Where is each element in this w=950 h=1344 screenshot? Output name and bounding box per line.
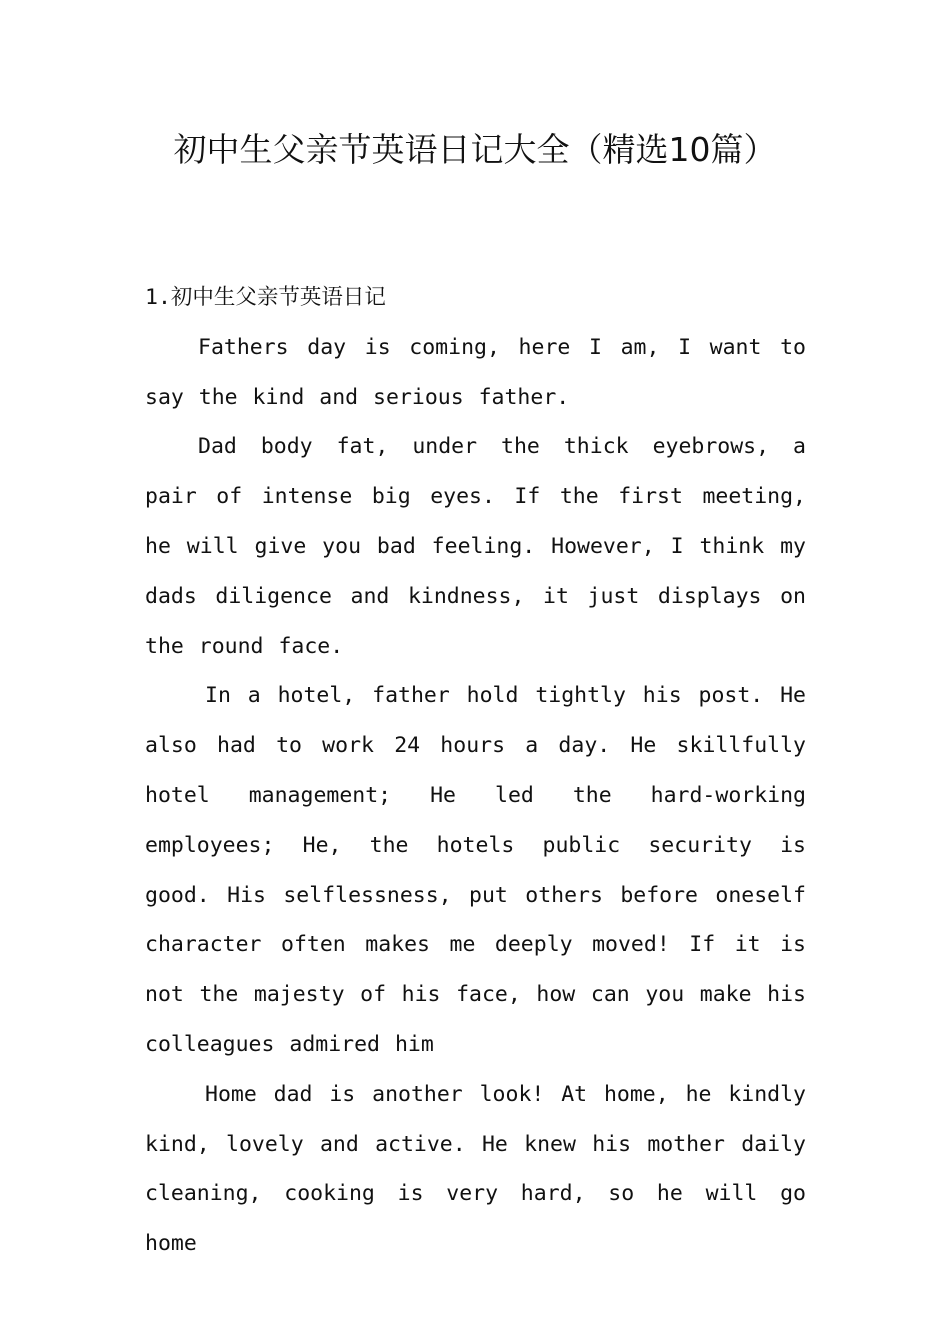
document-body <box>145 273 806 1269</box>
document-title: 初中生父亲节英语日记大全（精选10篇） <box>173 130 777 169</box>
paragraph: Fathers day is coming, here I am, I want to say the kind and serious father. <box>145 334 806 410</box>
paragraph: In a hotel, father hold tightly his post. He also had to work 24 hours a day. He skillfully hotel management; He led the hard-working employees; He, the hotels public security is good. His selflessness, put others before oneself character often makes me deeply moved! If it is not the majesty of his face, how can you make his colleagues admired him <box>145 683 806 1057</box>
paragraph: Home dad is another look! At home, he kindly kind, lovely and active. He knew his mother daily cleaning, cooking is very hard, so he will go home <box>145 1081 806 1257</box>
section-heading: 1.初中生父亲节英语日记 <box>145 285 386 310</box>
paragraph: Dad body fat, under the thick eyebrows, a pair of intense big eyes. If the first meeting, he will give you bad feeling. However, I think my dads diligence and kindness, it just displays on the round face. <box>145 434 806 659</box>
